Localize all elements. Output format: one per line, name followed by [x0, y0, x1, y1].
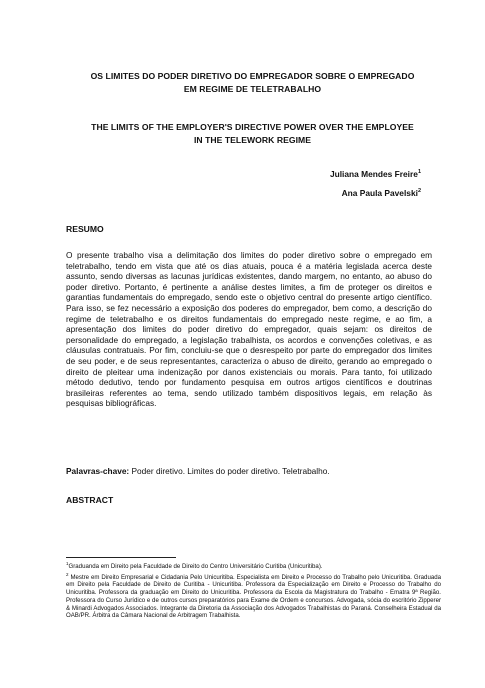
author-footnote-mark: 1 [417, 169, 421, 176]
footnote-divider [66, 557, 176, 558]
footnote-1 [66, 560, 441, 571]
keywords-label: Palavras-chave: [66, 466, 130, 476]
author-footnote-mark: 2 [417, 188, 421, 195]
footnote-2 [66, 571, 441, 620]
author-name: Ana Paula Pavelski [341, 188, 418, 198]
title-portuguese [60, 70, 445, 96]
footnote-text: Mestre em Direito Empresarial e Cidadania Pelo Unicuritiba. Especialista em Direito e Processo do Trabalho pelo Unicuritiba. Graduada em Direito pela Faculdade de Direito de Curitiba - Unicuritiba. Professora da Especialização em Direito e Processo do Trabalho do Unicuritiba. Professora da graduação em Direito do Unicuritiba. Professora da Escola da Magistratura do Trabalho - Ematra 9ª Região. Professora do Curso Jurídico e de outros cursos preparatórios para Exame de Ordem e concursos. Advogada, sócia do escritório Zipperer & Minardi Advogados Associados. Integrante da Diretoria da Associação dos Advogados Trabalhistas do Paraná. Conselheira Estadual da OAB/PR. Árbitra da Câmara Nacional de Arbitragem Trabalhista. [66, 573, 441, 620]
author-2 [342, 188, 421, 198]
title-english [60, 121, 445, 147]
title-english-line1: THE LIMITS OF THE EMPLOYER'S DIRECTIVE POWER OVER THE EMPLOYEE [91, 122, 414, 132]
footnote-mark: 1 [66, 561, 69, 566]
footnote-mark: 2 [66, 571, 69, 577]
resumo-text: O presente trabalho visa a delimitação dos limites do poder diretivo sobre o empregado em teletrabalho, tendo em vista que até os dias atuais, pouca é a matéria legislada acerca deste assunto, sendo diversas as lacunas jurídicas existentes, dando margem, no entanto, ao abuso do poder diretivo. Portanto, é pertinente a análise destes limites, a fim de proteger os direitos e garantias fundamentais do empregado, sendo este o objetivo central do presente artigo científico. Para isso, se fez necessário a exposição dos poderes do empregador, bem como, a descrição do regime de teletrabalho e os direitos fundamentais do empregado neste regime, e ao fim, a apresentação dos limites do poder diretivo do empregador, quais sejam: os direitos de personalidade do empregado, a legislação trabalhista, os acordos e convenções coletivas, e as cláusulas contratuais. Por fim, concluiu-se que o desrespeito por parte do empregador dos limites de seu poder, e de seus representantes, caracteriza o abuso de direito, gerando ao empregado o direito de pleitear uma indenização por danos existenciais ou morais. Para tanto, foi utilizado método dedutivo, tendo por fundamento pesquisa em outros artigos científicos e doutrinas brasileiras referentes ao tema, sendo utilizado também dispositivos legais, em relação às pesquisas bibliográficas. [66, 250, 432, 409]
footnote-text: Graduanda em Direito pela Faculdade de Direito do Centro Universitário Curitiba (Unicuritiba). [68, 563, 323, 571]
resumo-heading: RESUMO [66, 224, 104, 234]
keywords-text: Poder diretivo. Limites do poder diretivo. Teletrabalho. [129, 466, 330, 476]
title-portuguese-line1: OS LIMITES DO PODER DIRETIVO DO EMPREGADOR SOBRE O EMPREGADO [90, 71, 415, 81]
title-english-line2: IN THE TELEWORK REGIME [193, 135, 312, 145]
keywords [66, 466, 432, 476]
footnotes [66, 560, 441, 620]
author-1 [330, 169, 421, 179]
author-name: Juliana Mendes Freire [329, 169, 418, 179]
title-portuguese-line2: EM REGIME DE TELETRABALHO [183, 84, 322, 94]
abstract-heading: ABSTRACT [66, 495, 114, 505]
